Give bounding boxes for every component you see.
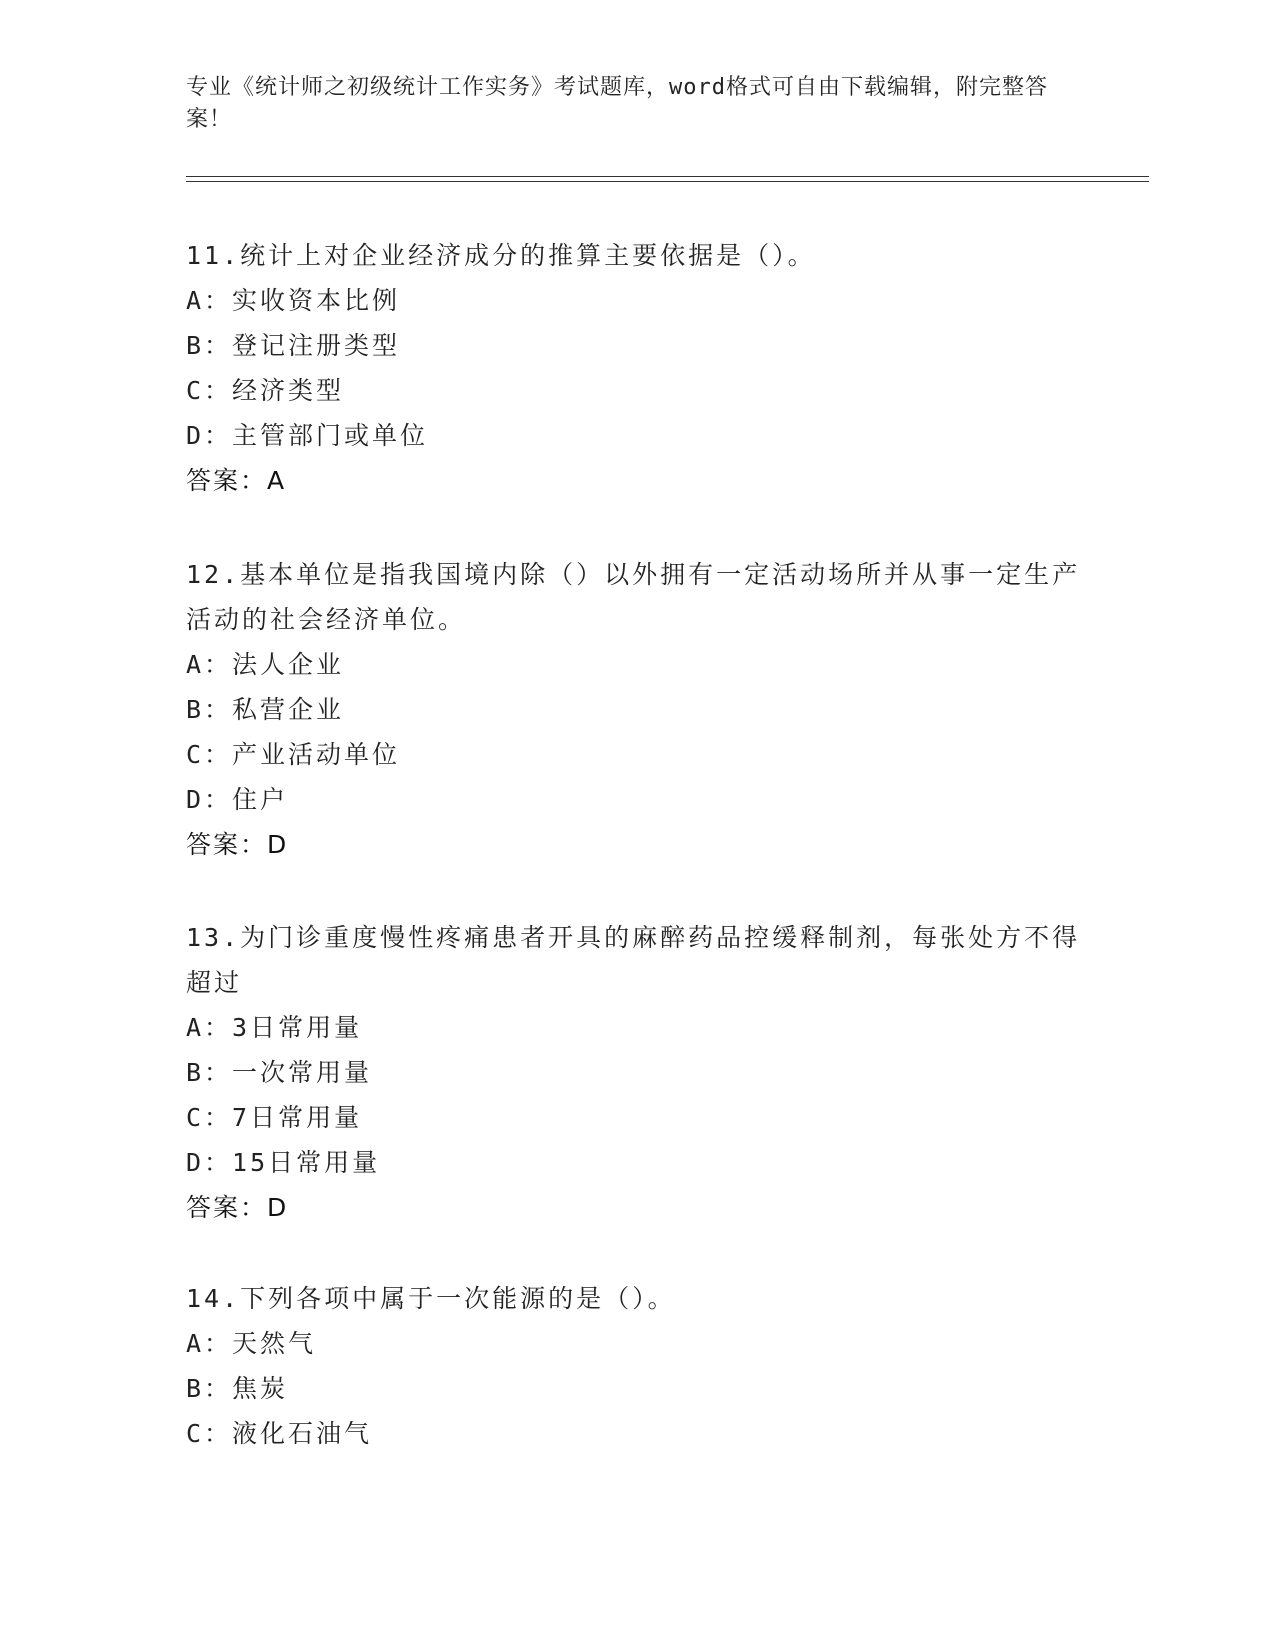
option-c: C：液化石油气 — [186, 1419, 373, 1448]
header-rule-top — [186, 176, 1149, 177]
option-c: C：产业活动单位 — [186, 740, 401, 769]
question-stem: 11.统计上对企业经济成分的推算主要依据是（）。 — [186, 241, 816, 270]
option-b: B：私营企业 — [186, 695, 345, 724]
question-stem: 14.下列各项中属于一次能源的是（）。 — [186, 1284, 676, 1313]
document-intro: 专业《统计师之初级统计工作实务》考试题库，word格式可自由下载编辑，附完整答案！ — [186, 75, 1048, 132]
question-14 — [186, 1276, 1086, 1456]
option-a: A：实收资本比例 — [186, 286, 401, 315]
option-a: A：3日常用量 — [186, 1013, 363, 1042]
option-a: A：天然气 — [186, 1329, 317, 1358]
question-11 — [186, 233, 1086, 503]
answer: 答案：A — [186, 466, 287, 495]
option-c: C：经济类型 — [186, 376, 345, 405]
answer: 答案：D — [186, 830, 289, 859]
option-b: B：焦炭 — [186, 1374, 289, 1403]
question-stem: 13.为门诊重度慢性疼痛患者开具的麻醉药品控缓释制剂，每张处方不得超过 — [186, 923, 1081, 997]
answer: 答案：D — [186, 1193, 289, 1222]
option-d: D：住户 — [186, 785, 289, 814]
question-stem: 12.基本单位是指我国境内除（）以外拥有一定活动场所并从事一定生产活动的社会经济单位。 — [186, 560, 1081, 634]
option-d: D：15日常用量 — [186, 1148, 381, 1177]
option-a: A：法人企业 — [186, 650, 345, 679]
option-b: B：登记注册类型 — [186, 331, 401, 360]
option-d: D：主管部门或单位 — [186, 421, 429, 450]
question-12 — [186, 552, 1086, 867]
question-13 — [186, 915, 1086, 1230]
option-c: C：7日常用量 — [186, 1103, 363, 1132]
header-rule-bottom — [186, 181, 1149, 182]
option-b: B：一次常用量 — [186, 1058, 373, 1087]
